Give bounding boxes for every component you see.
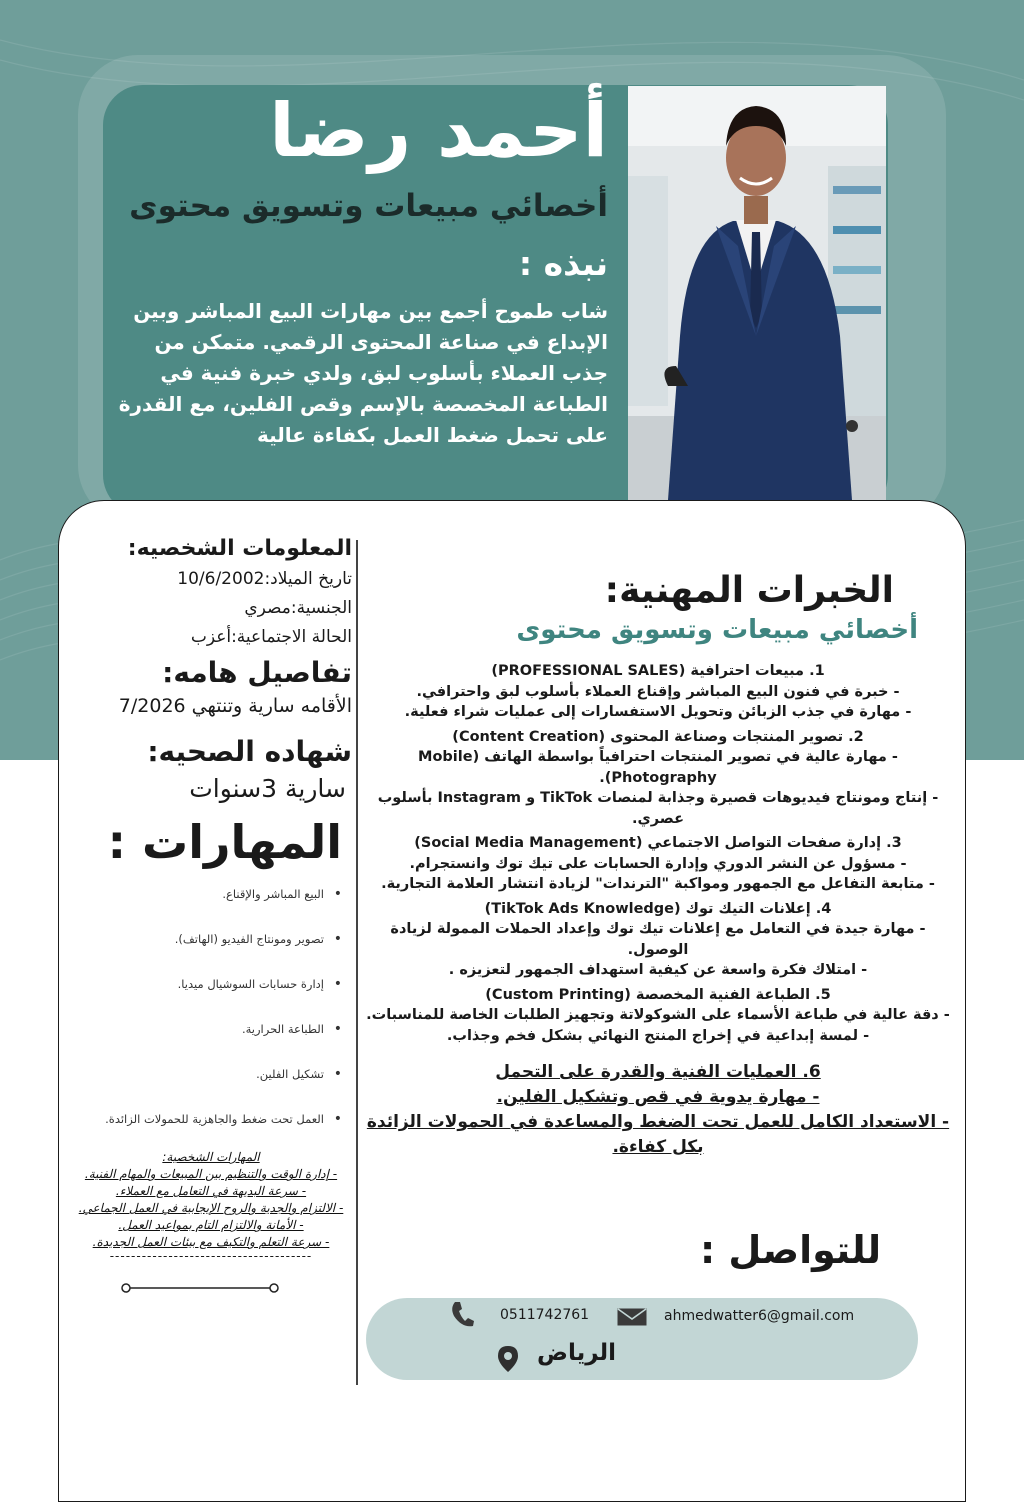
experience-line: 3. إدارة صفحات التواصل الاجتماعي (Social Media Management) bbox=[414, 835, 902, 851]
skills-list bbox=[70, 879, 352, 1134]
city: الرياض bbox=[537, 1340, 617, 1366]
list-item: • الطباعة الحرارية. bbox=[70, 1014, 352, 1044]
experience-heading: الخبرات المهنية: bbox=[604, 570, 894, 611]
right-column bbox=[358, 570, 958, 1160]
experience-line: 5. الطباعة الفنية المخصصة (Custom Printing) bbox=[485, 986, 831, 1003]
mail-icon bbox=[617, 1308, 647, 1326]
details-heading: تفاصيل هامه: bbox=[162, 656, 352, 689]
experience-line: 2. تصوير المنتجات وصناعة المحتوى (Content Creation) bbox=[452, 728, 864, 745]
experience-line: - امتلاك فكرة واسعة عن كيفية استهداف الجمهور لتعزيزه . bbox=[448, 962, 868, 978]
bio-text: شاب طموح أجمع بين مهارات البيع المباشر وبين الإبداع في صناعة المحتوى الرقمي. متمكن من جذب العملاء بأسلوب لبق، ولدي خبرة فنية في الطباعة المخصصة بالإسم وقص الفلين، مع القدرة على تحمل ضغط العمل بكفاءة عالية bbox=[118, 299, 608, 447]
experience-line: 1. مبيعات احترافية (PROFESSIONAL SALES) bbox=[491, 663, 825, 679]
list-item: • البيع المباشر والإقناع. bbox=[70, 879, 352, 909]
residency-info: الأقامه سارية وتنتهي 7/2026 bbox=[118, 695, 352, 717]
experience-line: - مهارة في جذب الزبائن وتحويل الاستفسارات إلى عمليات شراء فعلية. bbox=[404, 704, 912, 720]
location-pin-icon bbox=[498, 1346, 518, 1372]
marital-status: الحالة الاجتماعية:أعزب bbox=[190, 627, 352, 647]
soft-skill-line: - سرعة التعلم والتكيف مع بيئات العمل الجديدة. bbox=[92, 1235, 330, 1249]
experience-line: 4. إعلانات التيك توك (TikTok Ads Knowledge) bbox=[484, 900, 832, 917]
experience-body bbox=[358, 661, 958, 1046]
job-title: أخصائي مبيعات وتسويق محتوى bbox=[129, 188, 608, 224]
soft-skill-line: - إدارة الوقت والتنظيم بين المبيعات والمهام الفنية. bbox=[84, 1167, 338, 1181]
soft-skills-block bbox=[70, 1149, 352, 1251]
experience-final-line: 6. العمليات الفنية والقدرة على التحمل bbox=[495, 1062, 821, 1082]
nationality: الجنسية:مصري bbox=[244, 598, 352, 618]
experience-line: - مهارة جيدة في التعامل مع إعلانات تيك توك وإعداد الحملات الممولة لزيادة الوصول. bbox=[390, 921, 926, 958]
experience-final-line: - الاستعداد الكامل للعمل تحت الضغط والمساعدة في الحمولات الزائدة بكل كفاءة. bbox=[366, 1112, 950, 1157]
experience-line: - مسؤول عن النشر الدوري وإدارة الحسابات على تيك توك وانستجرام. bbox=[409, 855, 907, 872]
person-name: أحمد رضا bbox=[269, 88, 608, 174]
experience-final bbox=[358, 1060, 958, 1160]
experience-line: - دقة عالية في طباعة الأسماء على الشوكولاتة وتجهيز الطلبات الخاصة للمناسبات. bbox=[366, 1007, 950, 1023]
birth-date: تاريخ الميلاد:10/6/2002 bbox=[177, 569, 352, 589]
list-item: • العمل تحت ضغط والجاهزية للحمولات الزائدة. bbox=[70, 1104, 352, 1134]
experience-subheading: أخصائي مبيعات وتسويق محتوى bbox=[516, 615, 918, 645]
experience-final-line: - مهارة يدوية في قص وتشكيل الفلين. bbox=[496, 1087, 820, 1107]
left-column bbox=[70, 536, 352, 1263]
list-item: • تشكيل الفلين. bbox=[70, 1059, 352, 1089]
skills-heading: المهارات : bbox=[107, 815, 342, 869]
list-item: • إدارة حسابات السوشيال ميديا. bbox=[70, 969, 352, 999]
list-item: • تصوير ومونتاج الفيديو (الهاتف). bbox=[70, 924, 352, 954]
decorative-line bbox=[120, 1282, 280, 1294]
soft-skills-heading: المهارات الشخصية: bbox=[162, 1150, 260, 1164]
experience-line: - متابعة التفاعل مع الجمهور ومواكبة "الترندات" لزيادة انتشار العلامة التجارية. bbox=[381, 876, 935, 892]
email-address[interactable]: ahmedwatter6@gmail.com bbox=[664, 1308, 855, 1324]
experience-line: - مهارة عالية في تصوير المنتجات احترافياً بواسطة الهاتف (Mobile Photography). bbox=[418, 749, 898, 786]
phone-icon bbox=[450, 1300, 474, 1328]
soft-skill-line: - الأمانة والالتزام التام بمواعيد العمل. bbox=[118, 1218, 304, 1232]
experience-line: - إنتاج ومونتاج فيديوهات قصيرة وجذابة لمنصات TikTok و Instagram بأسلوب عصري. bbox=[377, 790, 939, 827]
personal-info-heading: المعلومات الشخصيه: bbox=[127, 536, 352, 561]
bio-heading: نبذه : bbox=[518, 244, 608, 283]
dashed-separator: -------------------------------------- bbox=[109, 1249, 313, 1263]
health-heading: شهاده الصحيه: bbox=[147, 735, 352, 768]
experience-line: - خبرة في فنون البيع المباشر وإقناع العملاء بأسلوب لبق واحترافي. bbox=[416, 683, 900, 700]
contact-heading: للتواصل : bbox=[700, 1228, 882, 1272]
phone-number[interactable]: 0511742761 bbox=[500, 1307, 590, 1323]
health-value: سارية 3سنوات bbox=[189, 774, 346, 803]
soft-skill-line: - الالتزام والجدية والروح الإيجابية في العمل الجماعي. bbox=[78, 1201, 344, 1215]
profile-photo bbox=[628, 86, 886, 500]
soft-skill-line: - سرعة البديهة في التعامل مع العملاء. bbox=[115, 1184, 307, 1198]
experience-line: - لمسة إبداعية في إخراج المنتج النهائي بشكل فخم وجذاب. bbox=[446, 1027, 870, 1044]
